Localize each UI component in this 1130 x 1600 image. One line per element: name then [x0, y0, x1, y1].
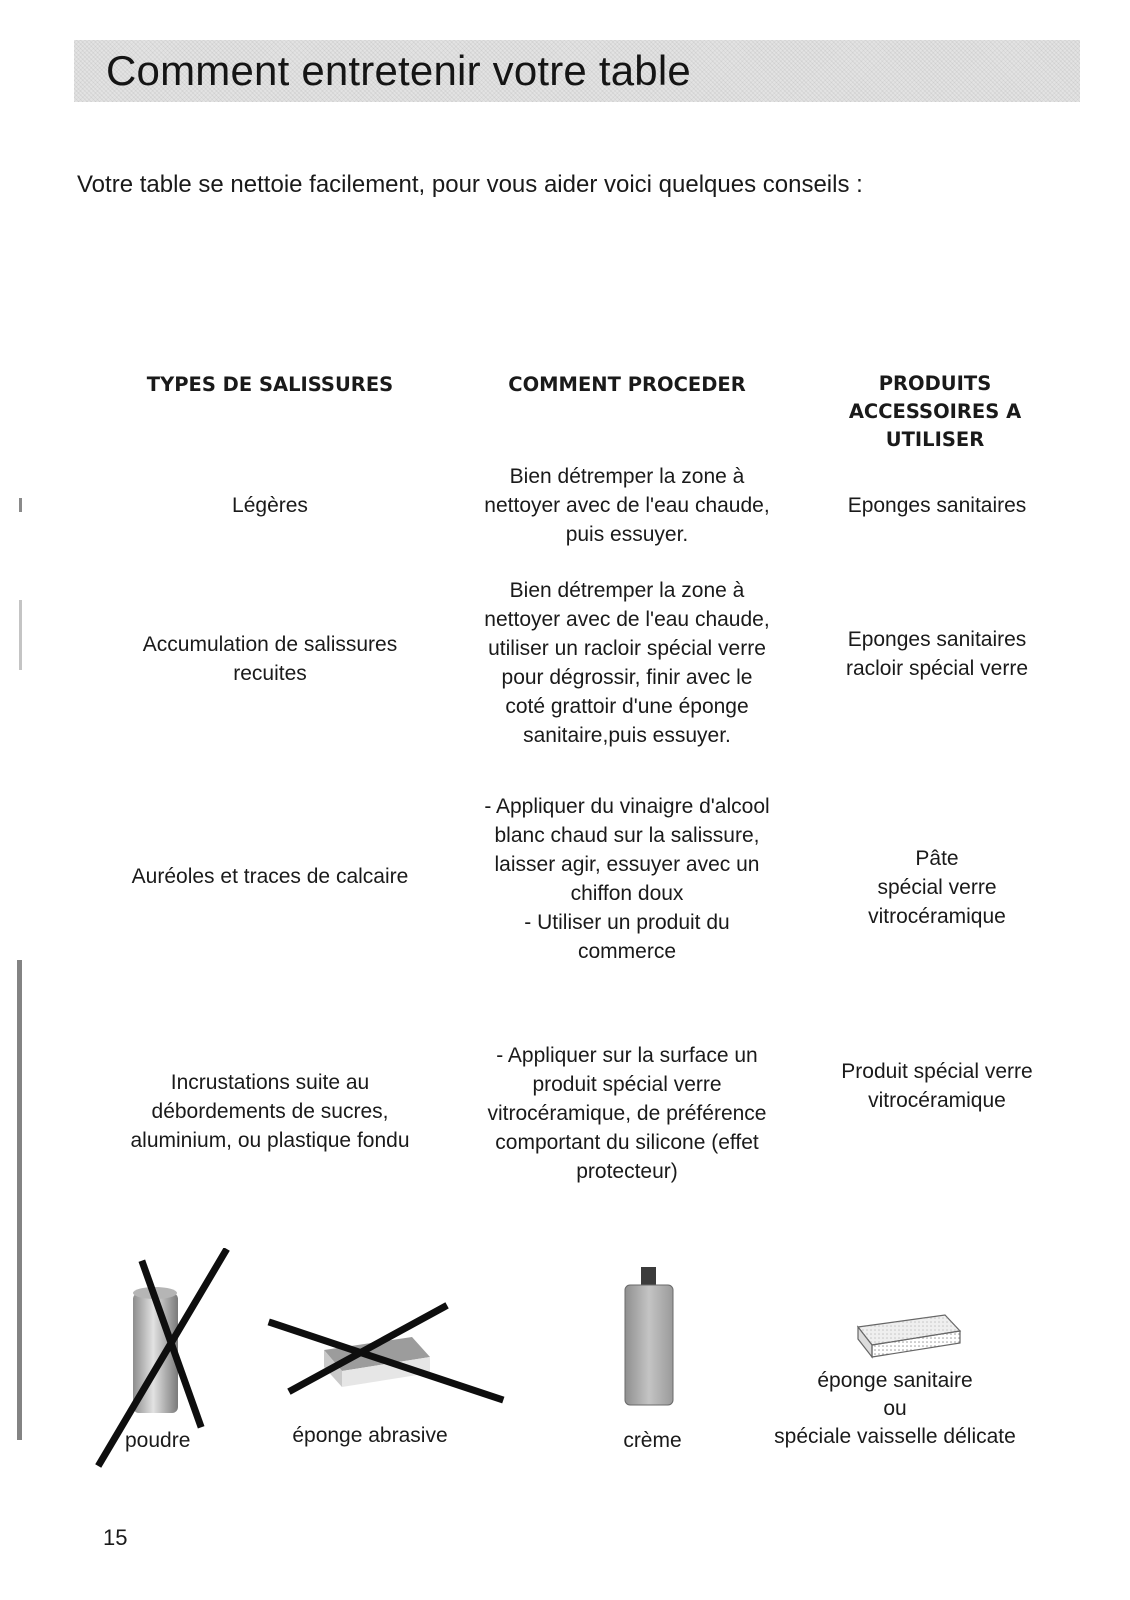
row-3-method: - Appliquer du vinaigre d'alcool blanc chaud sur la salissure, laisser agir, essuyer avec un chiffon doux - Utiliser un produit du commerce — [484, 795, 770, 963]
row-3-products: Pâte spécial verre vitrocéramique — [868, 847, 1006, 928]
abrasive-sponge-icon — [262, 1295, 512, 1415]
page-title: Comment entretenir votre table — [106, 47, 691, 94]
row-4-method: - Appliquer sur la surface un produit spécial verre vitrocéramique, de préférence comportant du silicone (effet protecteur) — [487, 1044, 767, 1183]
header-types: TYPES DE SALISSURES — [146, 373, 394, 396]
header-method: COMMENT PROCEDER — [508, 373, 746, 396]
row-1-type: Légères — [232, 494, 308, 517]
row-4-type: Incrustations suite au débordements de sucres, aluminium, ou plastique fondu — [130, 1071, 410, 1152]
row-2-products: Eponges sanitaires racloir spécial verre — [845, 628, 1029, 680]
row-4-products: Produit spécial verre vitrocéramique — [841, 1060, 1033, 1112]
header-products: PRODUITS ACCESSOIRES A UTILISER — [848, 372, 1022, 451]
cross-line-icon — [272, 1323, 500, 1399]
page-number: 15 — [103, 1525, 128, 1550]
intro-text: Votre table se nettoie facilement, pour vous aider voici quelques conseils : — [77, 171, 863, 198]
row-2-method: Bien détremper la zone à nettoyer avec de l'eau chaude, utiliser un racloir spécial verre pour dégrossir, finir avec le coté grattoir d'une éponge sanitaire,puis essuyer. — [484, 579, 770, 747]
caption-abrasive-sponge: éponge abrasive — [292, 1424, 448, 1447]
scan-artifact — [17, 960, 22, 1440]
caption-sanitary-sponge: éponge sanitaire ou spéciale vaisselle délicate — [774, 1369, 1016, 1448]
cream-bottle-icon — [615, 1263, 685, 1413]
caption-cream: crème — [623, 1429, 682, 1452]
sanitary-sponge-icon — [850, 1305, 970, 1365]
row-2-type: Accumulation de salissures recuites — [142, 633, 398, 685]
scan-artifact — [19, 600, 22, 670]
row-1-products: Eponges sanitaires — [847, 494, 1027, 517]
row-3-type: Auréoles et traces de calcaire — [131, 865, 409, 888]
row-1-method: Bien détremper la zone à nettoyer avec de l'eau chaude, puis essuyer. — [484, 465, 770, 546]
scan-artifact — [19, 498, 22, 512]
caption-powder: poudre — [125, 1429, 191, 1452]
